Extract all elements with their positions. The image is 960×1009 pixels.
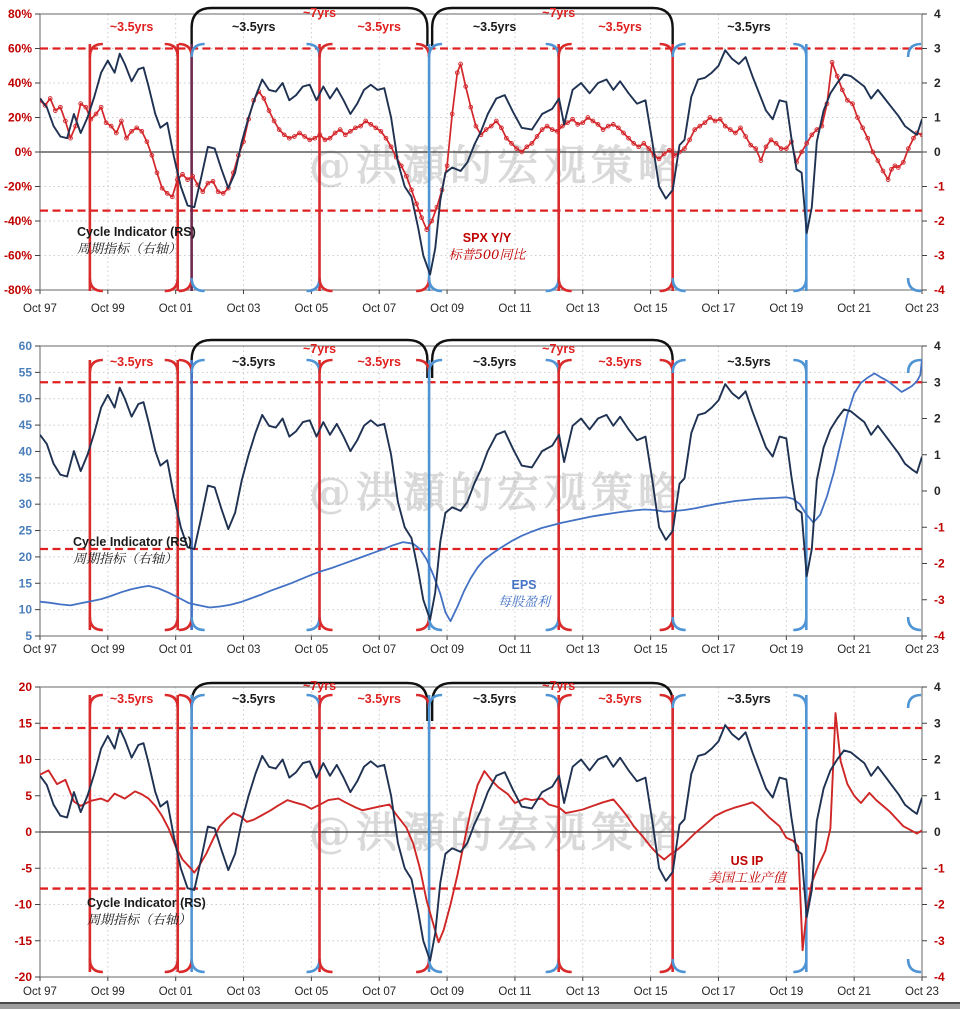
cycle-length-label: ~3.5yrs bbox=[727, 355, 771, 369]
cycle-hook-bottom bbox=[559, 617, 572, 630]
series-legend-label: 周期指标（右轴） bbox=[73, 552, 178, 567]
x-axis-tick-label: Oct 21 bbox=[837, 986, 872, 998]
cycle-length-label: ~3.5yrs bbox=[357, 355, 401, 369]
cycle-hook-bottom bbox=[320, 959, 333, 972]
cycle-hook-bottom bbox=[793, 278, 806, 291]
right-axis-tick-label: 0 bbox=[934, 484, 941, 498]
x-axis-tick-label: Oct 03 bbox=[226, 644, 261, 656]
cycle-hook-top bbox=[192, 360, 205, 373]
cycle-hook-top bbox=[559, 695, 572, 708]
cycle-hook-top bbox=[307, 44, 320, 57]
cycle-hook-bottom bbox=[559, 278, 572, 291]
series-legend-label: Cycle Indicator (RS) bbox=[73, 535, 192, 549]
cycle-hook-bottom bbox=[908, 959, 921, 972]
cycle-hook-top bbox=[90, 44, 103, 57]
cycle-hook-bottom bbox=[192, 278, 205, 291]
right-axis-tick-label: -1 bbox=[934, 520, 945, 535]
x-axis-tick-label: Oct 03 bbox=[226, 986, 261, 998]
cycle-hook-bottom bbox=[673, 278, 686, 291]
x-axis-tick-label: Oct 13 bbox=[565, 644, 600, 656]
cycle-hook-top bbox=[793, 695, 806, 708]
x-axis-tick-label: Oct 17 bbox=[701, 986, 736, 998]
right-axis-tick-label: 1 bbox=[934, 110, 941, 125]
cycle-length-label: ~3.5yrs bbox=[472, 20, 517, 34]
x-axis-tick-label: Oct 19 bbox=[769, 644, 804, 656]
x-axis-tick-label: Oct 11 bbox=[498, 644, 532, 656]
cycle-hook-top bbox=[179, 44, 192, 57]
cycle-hook-bottom bbox=[416, 959, 429, 972]
right-axis-tick-label: 0 bbox=[934, 825, 941, 839]
right-axis-tick-label: 4 bbox=[934, 7, 941, 21]
cycle-length-label: ~7yrs bbox=[303, 6, 337, 20]
x-axis-tick-label: Oct 99 bbox=[90, 644, 125, 656]
cycle-length-label: ~3.5yrs bbox=[109, 692, 154, 706]
cycle-hook-bottom bbox=[660, 959, 673, 972]
cycle-hook-bottom bbox=[192, 617, 205, 630]
cycle-hook-top bbox=[908, 360, 921, 373]
cycle-hook-bottom bbox=[546, 617, 559, 630]
series-legend-label: Cycle Indicator (RS) bbox=[77, 225, 196, 239]
x-axis-tick-label: Oct 09 bbox=[430, 644, 465, 656]
x-axis-tick-label: Oct 05 bbox=[294, 986, 329, 998]
cycle-hook-top bbox=[546, 360, 559, 373]
cycle-hook-bottom bbox=[307, 617, 320, 630]
x-axis-tick-label: Oct 21 bbox=[837, 644, 872, 656]
left-axis-tick-label: 15 bbox=[18, 716, 32, 731]
cycle-hook-bottom bbox=[660, 617, 673, 630]
cycle-hook-top bbox=[320, 44, 333, 57]
cycle-hook-top bbox=[908, 695, 921, 708]
cycle-length-label: ~3.5yrs bbox=[109, 20, 154, 34]
left-axis-tick-label: 55 bbox=[18, 365, 32, 380]
x-axis-tick-label: Oct 23 bbox=[905, 986, 939, 998]
left-axis-tick-label: 0% bbox=[14, 145, 32, 159]
cycle-hook-bottom bbox=[90, 617, 103, 630]
x-axis-tick-label: Oct 21 bbox=[837, 303, 872, 315]
x-axis-tick-label: Oct 15 bbox=[633, 986, 668, 998]
cycle-hook-top bbox=[559, 44, 572, 57]
x-axis-tick-label: Oct 15 bbox=[633, 644, 668, 656]
x-axis-tick-label: Oct 19 bbox=[769, 986, 804, 998]
cycle-length-label: ~3.5yrs bbox=[231, 692, 276, 706]
cycle-hook-top bbox=[660, 360, 673, 373]
cycle-hook-bottom bbox=[908, 617, 921, 630]
x-axis-tick-label: Oct 01 bbox=[158, 303, 193, 315]
left-axis-tick-label: -15 bbox=[14, 933, 32, 948]
left-axis-tick-label: -5 bbox=[21, 861, 32, 876]
left-axis-tick-label: 80% bbox=[7, 7, 32, 21]
x-axis-tick-label: Oct 97 bbox=[23, 644, 57, 656]
x-axis-tick-label: Oct 05 bbox=[294, 644, 329, 656]
x-axis-tick-label: Oct 17 bbox=[701, 644, 736, 656]
right-axis-tick-label: 2 bbox=[934, 411, 941, 426]
cycle-length-label: ~7yrs bbox=[303, 342, 337, 356]
right-axis-tick-label: 4 bbox=[934, 339, 941, 353]
cycle-hook-bottom bbox=[192, 959, 205, 972]
cycle-hook-bottom bbox=[90, 959, 103, 972]
cycle-length-label: ~3.5yrs bbox=[727, 692, 771, 706]
cycle-hook-top bbox=[908, 44, 921, 57]
cycle-length-label: ~7yrs bbox=[542, 6, 576, 20]
x-axis-tick-label: Oct 99 bbox=[90, 986, 125, 998]
x-axis-tick-label: Oct 05 bbox=[294, 303, 329, 315]
left-axis-tick-label: -20 bbox=[14, 970, 32, 984]
cycle-hook-bottom bbox=[908, 278, 921, 291]
x-axis-tick-label: Oct 01 bbox=[158, 644, 193, 656]
watermark-text: @洪灝的宏观策略 bbox=[308, 468, 686, 517]
right-axis-tick-label: -2 bbox=[934, 897, 945, 912]
cycle-hook-top bbox=[320, 360, 333, 373]
left-axis-tick-label: 20 bbox=[18, 549, 32, 564]
left-axis-tick-label: 20% bbox=[7, 110, 32, 125]
usip-panel bbox=[15, 679, 945, 998]
x-axis-tick-label: Oct 15 bbox=[633, 303, 668, 315]
right-axis-tick-label: 0 bbox=[934, 145, 941, 159]
left-axis-tick-label: 10 bbox=[18, 752, 32, 767]
left-axis-tick-label: -60% bbox=[3, 248, 32, 263]
watermark-text: @洪灝的宏观策略 bbox=[308, 808, 686, 857]
left-axis-tick-label: -40% bbox=[3, 214, 32, 228]
x-axis-tick-label: Oct 19 bbox=[769, 303, 804, 315]
x-axis-tick-label: Oct 99 bbox=[90, 303, 125, 315]
x-axis-tick-label: Oct 23 bbox=[905, 644, 939, 656]
cycle-hook-top bbox=[673, 44, 686, 57]
right-axis-tick-label: 3 bbox=[934, 41, 941, 56]
x-axis-tick-label: Oct 11 bbox=[498, 303, 532, 315]
cycle-hook-bottom bbox=[546, 278, 559, 291]
x-axis-tick-label: Oct 09 bbox=[430, 986, 465, 998]
cycle-hook-top bbox=[90, 695, 103, 708]
cycle-hook-top bbox=[546, 44, 559, 57]
cycle-length-label: ~3.5yrs bbox=[472, 692, 517, 706]
left-axis-tick-label: 45 bbox=[18, 418, 32, 433]
left-axis-tick-label: 60 bbox=[18, 339, 32, 353]
cycle-hook-bottom bbox=[660, 278, 673, 291]
cycle-hook-bottom bbox=[559, 959, 572, 972]
left-axis-tick-label: 5 bbox=[25, 629, 32, 643]
cycle-hook-top bbox=[192, 695, 205, 708]
right-axis-tick-label: -3 bbox=[934, 248, 945, 263]
cycle-hook-top bbox=[90, 360, 103, 373]
cycle-length-label: ~3.5yrs bbox=[598, 355, 642, 369]
cycle-hook-bottom bbox=[673, 617, 686, 630]
x-axis-tick-label: Oct 13 bbox=[565, 303, 600, 315]
cycle-length-label: ~3.5yrs bbox=[109, 355, 154, 369]
series-legend-label: Cycle Indicator (RS) bbox=[87, 896, 206, 910]
x-axis-tick-label: Oct 11 bbox=[498, 986, 532, 998]
right-axis-tick-label: -1 bbox=[934, 861, 945, 876]
right-axis-tick-label: 1 bbox=[934, 447, 941, 462]
cycle-hook-bottom bbox=[165, 959, 178, 972]
left-axis-tick-label: 60% bbox=[7, 41, 32, 56]
cycle-length-label: ~3.5yrs bbox=[231, 20, 276, 34]
x-axis-tick-label: Oct 07 bbox=[362, 303, 397, 315]
cycle-length-label: ~3.5yrs bbox=[598, 692, 642, 706]
left-axis-tick-label: 40 bbox=[18, 444, 32, 459]
cycle-hook-bottom bbox=[673, 959, 686, 972]
right-axis-tick-label: -4 bbox=[934, 283, 945, 297]
right-axis-tick-label: -1 bbox=[934, 179, 945, 194]
x-axis-tick-label: Oct 09 bbox=[430, 303, 465, 315]
cycle-hook-bottom bbox=[793, 617, 806, 630]
right-axis-tick-label: -3 bbox=[934, 933, 945, 948]
cycle-hook-top bbox=[660, 695, 673, 708]
left-axis-tick-label: -10 bbox=[14, 897, 32, 912]
cycle-length-label: ~3.5yrs bbox=[598, 20, 642, 34]
left-axis-tick-label: 0 bbox=[25, 825, 32, 839]
bottom-bar-line bbox=[0, 1002, 960, 1004]
cycle-hook-bottom bbox=[416, 278, 429, 291]
bottom-bar bbox=[0, 1004, 960, 1009]
cycle-hook-bottom bbox=[429, 278, 442, 291]
x-axis-tick-label: Oct 07 bbox=[362, 986, 397, 998]
right-axis-tick-label: 3 bbox=[934, 375, 941, 390]
right-axis-tick-label: 1 bbox=[934, 788, 941, 803]
cycle-hook-bottom bbox=[179, 959, 192, 972]
right-axis-tick-label: -2 bbox=[934, 214, 945, 228]
series-legend-label: US IP bbox=[730, 854, 764, 868]
cycle-hook-bottom bbox=[429, 959, 442, 972]
left-axis-tick-label: 5 bbox=[25, 788, 32, 803]
cycle-hook-top bbox=[673, 695, 686, 708]
right-axis-tick-label: 2 bbox=[934, 752, 941, 767]
left-axis-tick-label: 20 bbox=[18, 680, 32, 694]
cycle-hook-top bbox=[793, 44, 806, 57]
right-axis-tick-label: 2 bbox=[934, 76, 941, 90]
cycle-hook-bottom bbox=[307, 959, 320, 972]
x-axis-tick-label: Oct 23 bbox=[905, 303, 939, 315]
cycle-length-label: ~7yrs bbox=[542, 679, 576, 693]
x-axis-tick-label: Oct 13 bbox=[565, 986, 600, 998]
cycle-length-label: ~3.5yrs bbox=[357, 20, 401, 34]
series-legend-label: 周期指标（右轴） bbox=[77, 242, 182, 257]
right-axis-tick-label: 4 bbox=[934, 680, 941, 694]
cycle-length-label: ~7yrs bbox=[303, 679, 337, 693]
cycle-hook-top bbox=[320, 695, 333, 708]
left-axis-tick-label: -20% bbox=[3, 179, 32, 194]
eps-panel bbox=[19, 339, 945, 656]
cycle-hook-top bbox=[307, 695, 320, 708]
series-legend-label: SPX Y/Y bbox=[462, 231, 512, 245]
right-axis-tick-label: -4 bbox=[934, 629, 945, 643]
series-legend-label: 每股盈利 bbox=[497, 595, 551, 610]
cycle-hook-bottom bbox=[320, 278, 333, 291]
cycle-hook-top bbox=[793, 360, 806, 373]
cycle-hook-top bbox=[559, 360, 572, 373]
cycle-hook-bottom bbox=[793, 959, 806, 972]
cycle-hook-top bbox=[192, 44, 205, 57]
cycle-hook-top bbox=[179, 360, 192, 373]
series-legend-label: 美国工业产值 bbox=[707, 871, 787, 886]
left-axis-tick-label: 35 bbox=[18, 470, 32, 485]
cycle-length-label: ~7yrs bbox=[542, 342, 576, 356]
cycle-length-label: ~3.5yrs bbox=[231, 355, 276, 369]
left-axis-tick-label: 30 bbox=[18, 497, 32, 512]
cycle-hook-top bbox=[673, 360, 686, 373]
x-axis-tick-label: Oct 97 bbox=[23, 303, 57, 315]
cycle-hook-bottom bbox=[307, 278, 320, 291]
cycle-hook-top bbox=[307, 360, 320, 373]
cycle-hook-bottom bbox=[546, 959, 559, 972]
left-axis-tick-label: 50 bbox=[18, 391, 32, 406]
watermark-text: @洪灝的宏观策略 bbox=[308, 141, 686, 190]
cycle-hook-bottom bbox=[320, 617, 333, 630]
cycle-hook-top bbox=[165, 360, 178, 373]
cycle-length-label: ~3.5yrs bbox=[472, 355, 517, 369]
right-axis-tick-label: -4 bbox=[934, 970, 945, 984]
x-axis-tick-label: Oct 17 bbox=[701, 303, 736, 315]
cycle-hook-top bbox=[546, 695, 559, 708]
right-axis-tick-label: 3 bbox=[934, 716, 941, 731]
x-axis-tick-label: Oct 07 bbox=[362, 644, 397, 656]
right-axis-tick-label: -2 bbox=[934, 556, 945, 571]
left-axis-tick-label: 40% bbox=[7, 76, 32, 90]
cycle-hook-bottom bbox=[416, 617, 429, 630]
left-axis-tick-label: 25 bbox=[18, 523, 32, 538]
cycle-hook-bottom bbox=[90, 278, 103, 291]
left-axis-tick-label: 10 bbox=[18, 602, 32, 617]
cycle-hook-top bbox=[660, 44, 673, 57]
x-axis-tick-label: Oct 03 bbox=[226, 303, 261, 315]
series-legend-label: EPS bbox=[511, 578, 537, 592]
left-axis-tick-label: -80% bbox=[3, 283, 32, 297]
right-axis-tick-label: -3 bbox=[934, 592, 945, 607]
cycle-hook-bottom bbox=[179, 278, 192, 291]
cycle-length-label: ~3.5yrs bbox=[357, 692, 401, 706]
x-axis-tick-label: Oct 97 bbox=[23, 986, 57, 998]
cycle-length-label: ~3.5yrs bbox=[727, 20, 771, 34]
cycle-hook-bottom bbox=[165, 617, 178, 630]
series-legend-label: 标普500同比 bbox=[448, 248, 526, 263]
left-axis-tick-label: 15 bbox=[18, 576, 32, 591]
cycle-hook-bottom bbox=[179, 617, 192, 630]
series-legend-label: 周期指标（右轴） bbox=[87, 913, 192, 928]
spx-panel bbox=[4, 6, 945, 315]
x-axis-tick-label: Oct 01 bbox=[158, 986, 193, 998]
cycle-hook-top bbox=[179, 695, 192, 708]
